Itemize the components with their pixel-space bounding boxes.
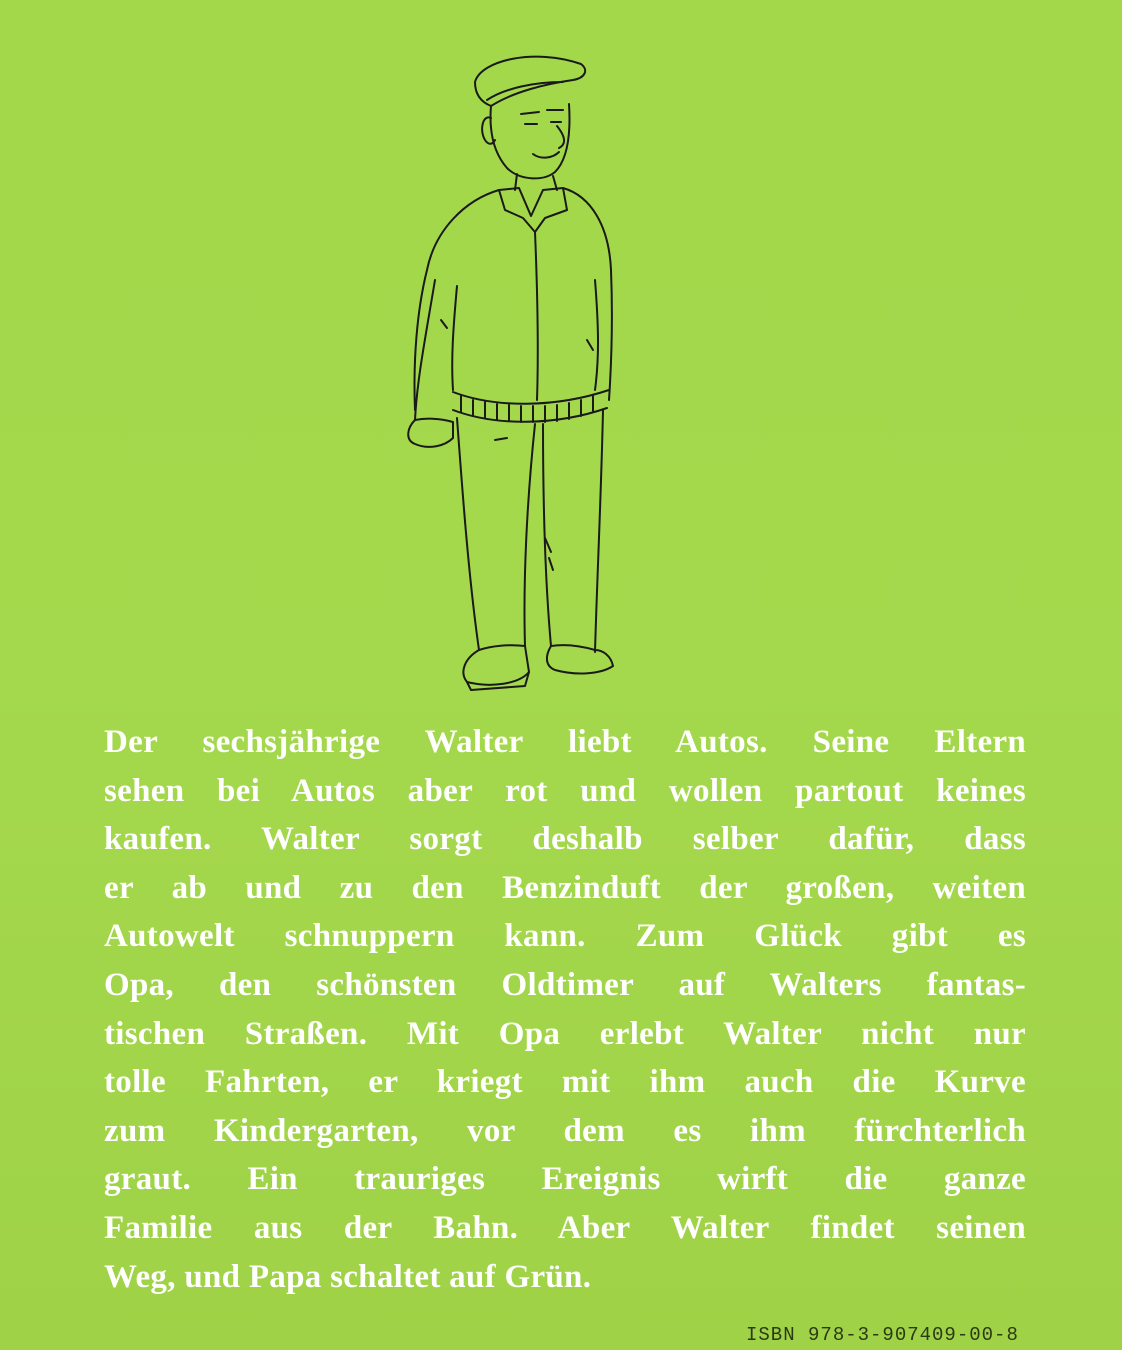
blurb-line: graut. Ein trauriges Ereignis wirft die ganze (104, 1161, 1026, 1198)
blurb-line: kaufen. Walter sorgt deshalb selber dafür, dass (104, 821, 1026, 858)
blurb-line: tolle Fahrten, er kriegt mit ihm auch die Kurve (104, 1064, 1026, 1101)
blurb-line: sehen bei Autos aber rot und wollen partout keines (104, 772, 1026, 809)
blurb-line: tischen Straßen. Mit Opa erlebt Walter nicht nur (104, 1015, 1026, 1052)
blurb-line: Opa, den schönsten Oldtimer auf Walters fantas- (104, 966, 1026, 1003)
grandpa-line-drawing-icon (395, 40, 635, 695)
blurb-line: er ab und zu den Benzinduft der großen, weiten (104, 869, 1026, 906)
blurb-line: zum Kindergarten, vor dem es ihm fürchterlich (104, 1112, 1026, 1149)
blurb-line: Der sechsjährige Walter liebt Autos. Seine Eltern (104, 724, 1026, 760)
blurb-line: Autowelt schnuppern kann. Zum Glück gibt es (104, 918, 1026, 955)
blurb-text (104, 718, 1026, 1301)
blurb-line: Weg, und Papa schaltet auf Grün. (104, 1258, 592, 1295)
isbn-number: ISBN 978-3-907409-00-8 (746, 1324, 1019, 1346)
blurb-line: Familie aus der Bahn. Aber Walter findet seinen (104, 1209, 1026, 1246)
